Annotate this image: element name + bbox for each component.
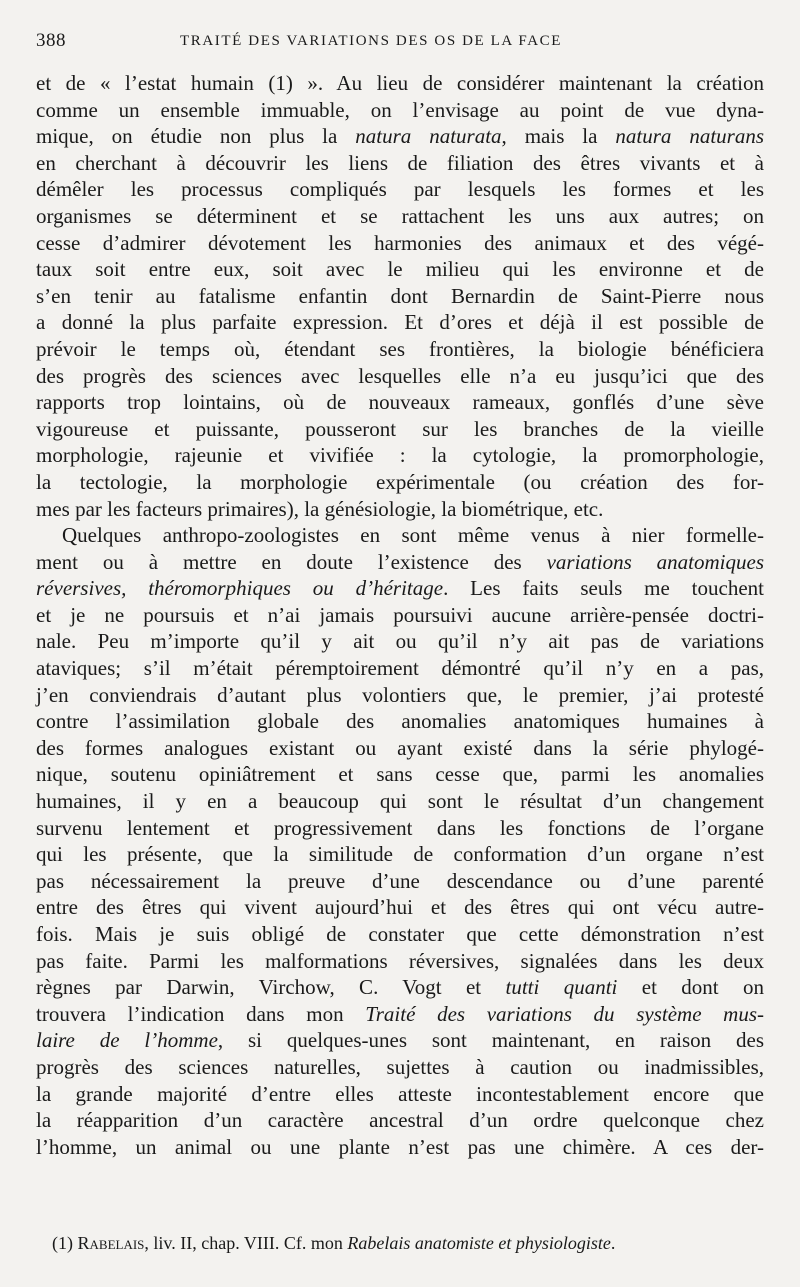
text-segment: et je ne poursuis et n’ai jamais poursuivi aucune arrière-pensée doctri-	[36, 602, 764, 627]
text-line	[36, 416, 764, 443]
text-line	[36, 522, 764, 549]
text-segment: Rabelais	[77, 1233, 145, 1253]
text-line	[36, 230, 764, 257]
text-segment: (1)	[52, 1233, 78, 1253]
text-segment: entre des êtres qui vivent aujourd’hui et des êtres qui ont vécu autre-	[36, 895, 764, 920]
text-line	[36, 70, 764, 97]
text-segment: rapports trop lointains, où de nouveaux rameaux, gonflés d’une sève	[36, 390, 764, 415]
text-line	[36, 309, 764, 336]
text-line	[36, 948, 764, 975]
italic-text: tutti quanti	[505, 975, 618, 1000]
text-segment: pas faite. Parmi les malformations réversives, signalées dans les deux	[36, 948, 764, 973]
text-line	[36, 708, 764, 735]
running-title: TRAITÉ DES VARIATIONS DES OS DE LA FACE	[180, 33, 563, 49]
italic-text: laire de l’homme	[36, 1028, 218, 1053]
text-line	[36, 549, 764, 576]
text-line	[36, 363, 764, 390]
italic-text: Traité des variations du système mus-	[365, 1001, 764, 1026]
text-line	[36, 469, 764, 496]
text-segment: .	[610, 1233, 616, 1253]
text-line	[36, 1054, 764, 1081]
text-line	[36, 1027, 764, 1054]
text-line	[36, 203, 764, 230]
text-segment: taux soit entre eux, soit avec le milieu qui les environne et de	[36, 257, 764, 282]
text-line	[36, 1001, 764, 1028]
text-segment: ataviques; s’il m’était péremptoirement démontré qu’il n’y en a pas,	[36, 656, 764, 681]
text-segment: vigoureuse et puissante, pousseront sur les branches de la vieille	[36, 416, 764, 441]
text-line	[36, 1081, 764, 1108]
text-segment: progrès des sciences naturelles, sujettes à caution ou inadmissibles,	[36, 1054, 764, 1079]
text-segment: pas nécessairement la preuve d’une descendance ou d’une parenté	[36, 868, 764, 893]
text-segment: en cherchant à découvrir les liens de filiation des êtres vivants et à	[36, 150, 764, 175]
text-segment: survenu lentement et progressivement dans les fonctions de l’organe	[36, 815, 764, 840]
text-segment: la grande majorité d’entre elles atteste incontestablement encore que	[36, 1081, 764, 1106]
text-line	[36, 150, 764, 177]
text-line	[36, 602, 764, 629]
text-segment: nique, soutenu opiniâtrement et sans cesse que, parmi les anomalies	[36, 762, 764, 787]
text-segment: mique, on étudie non plus la	[36, 124, 356, 149]
text-line	[36, 682, 764, 709]
text-segment: humaines, il y en a beaucoup qui sont le résultat d’un changement	[36, 789, 764, 814]
text-line	[36, 442, 764, 469]
text-line	[36, 788, 764, 815]
text-segment: la réapparition d’un caractère ancestral d’un ordre quelconque chez	[36, 1108, 764, 1133]
text-segment: l’homme, un animal ou une plante n’est pas une chimère. A ces der-	[36, 1134, 764, 1159]
text-line	[36, 974, 764, 1001]
text-line	[36, 123, 764, 150]
text-segment: j’en conviendrais d’autant plus volontiers que, le premier, j’ai protesté	[36, 682, 764, 707]
text-line	[36, 894, 764, 921]
text-segment: Quelques anthropo-zoologistes en sont même venus à nier formelle-	[62, 523, 764, 548]
text-segment: , si quelques-unes sont maintenant, en raison des	[217, 1028, 764, 1053]
text-segment: et de « l’estat humain (1) ». Au lieu de considérer maintenant la création	[36, 71, 764, 95]
text-segment: ment ou à mettre en doute l’existence des	[36, 549, 547, 574]
text-line	[36, 815, 764, 842]
text-segment: contre l’assimilation globale des anomalies anatomiques humaines à	[36, 709, 764, 734]
text-segment: nale. Peu m’importe qu’il y ait ou qu’il n’y ait pas de variations	[36, 629, 764, 654]
text-line	[36, 389, 764, 416]
text-line	[36, 283, 764, 310]
text-line	[36, 336, 764, 363]
footnote	[52, 1232, 772, 1254]
text-segment: prévoir le temps où, étendant ses frontières, la biologie bénéficiera	[36, 336, 764, 361]
body-text	[36, 70, 764, 1160]
text-segment: fois. Mais je suis obligé de constater que cette démonstration n’est	[36, 922, 764, 946]
text-line	[36, 655, 764, 682]
text-line	[36, 496, 764, 523]
text-line	[36, 735, 764, 762]
text-segment: comme un ensemble immuable, on l’envisage au point de vue dyna-	[36, 97, 764, 122]
text-line	[36, 256, 764, 283]
text-segment: cesse d’admirer dévotement les harmonies des animaux et des végé-	[36, 230, 764, 255]
text-line	[36, 575, 764, 602]
text-segment: démêler les processus compliqués par lesquels les formes et les	[36, 177, 764, 202]
text-line	[36, 97, 764, 124]
italic-text: Rabelais anatomiste et physiologiste	[347, 1233, 611, 1253]
text-segment: s’en tenir au fatalisme enfantin dont Bernardin de Saint-Pierre nous	[36, 283, 764, 308]
text-segment: la tectologie, la morphologie expérimentale (ou création des for-	[36, 469, 764, 494]
text-segment: a donné la plus parfaite expression. Et d’ores et déjà il est possible de	[36, 310, 764, 335]
text-line	[36, 841, 764, 868]
italic-text: variations anatomiques	[546, 549, 764, 574]
text-segment: trouvera l’indication dans mon	[36, 1001, 366, 1026]
text-line	[36, 628, 764, 655]
text-segment: des progrès des sciences avec lesquelles elle n’a eu jusqu’ici que des	[36, 363, 764, 388]
text-segment: des formes analogues existant ou ayant existé dans la série phylogé-	[36, 735, 764, 760]
text-line	[36, 1134, 764, 1161]
italic-text: réversives, théromorphiques ou d’héritage	[36, 576, 444, 601]
text-line	[36, 1107, 764, 1134]
text-segment: qui les présente, que la similitude de conformation d’un organe n’est	[36, 842, 764, 867]
text-segment: morphologie, rajeunie et vivifiée : la cytologie, la promorphologie,	[36, 443, 764, 468]
text-line	[36, 761, 764, 788]
text-line	[36, 176, 764, 203]
text-segment: , mais la	[501, 124, 616, 149]
text-line	[36, 921, 764, 948]
text-segment: , liv. II, chap. VIII. Cf. mon	[144, 1233, 348, 1253]
page-number: 388	[36, 30, 66, 51]
text-segment: règnes par Darwin, Virchow, C. Vogt et	[36, 975, 506, 1000]
italic-text: natura naturata	[355, 124, 502, 149]
text-line	[36, 868, 764, 895]
text-segment: mes par les facteurs primaires), la génésiologie, la biométrique, etc.	[36, 496, 604, 521]
text-segment: organismes se déterminent et se rattachent les uns aux autres; on	[36, 203, 764, 228]
italic-text: natura naturans	[615, 124, 764, 149]
text-segment: . Les faits seuls me touchent	[443, 576, 764, 601]
text-segment: et dont on	[617, 975, 764, 1000]
